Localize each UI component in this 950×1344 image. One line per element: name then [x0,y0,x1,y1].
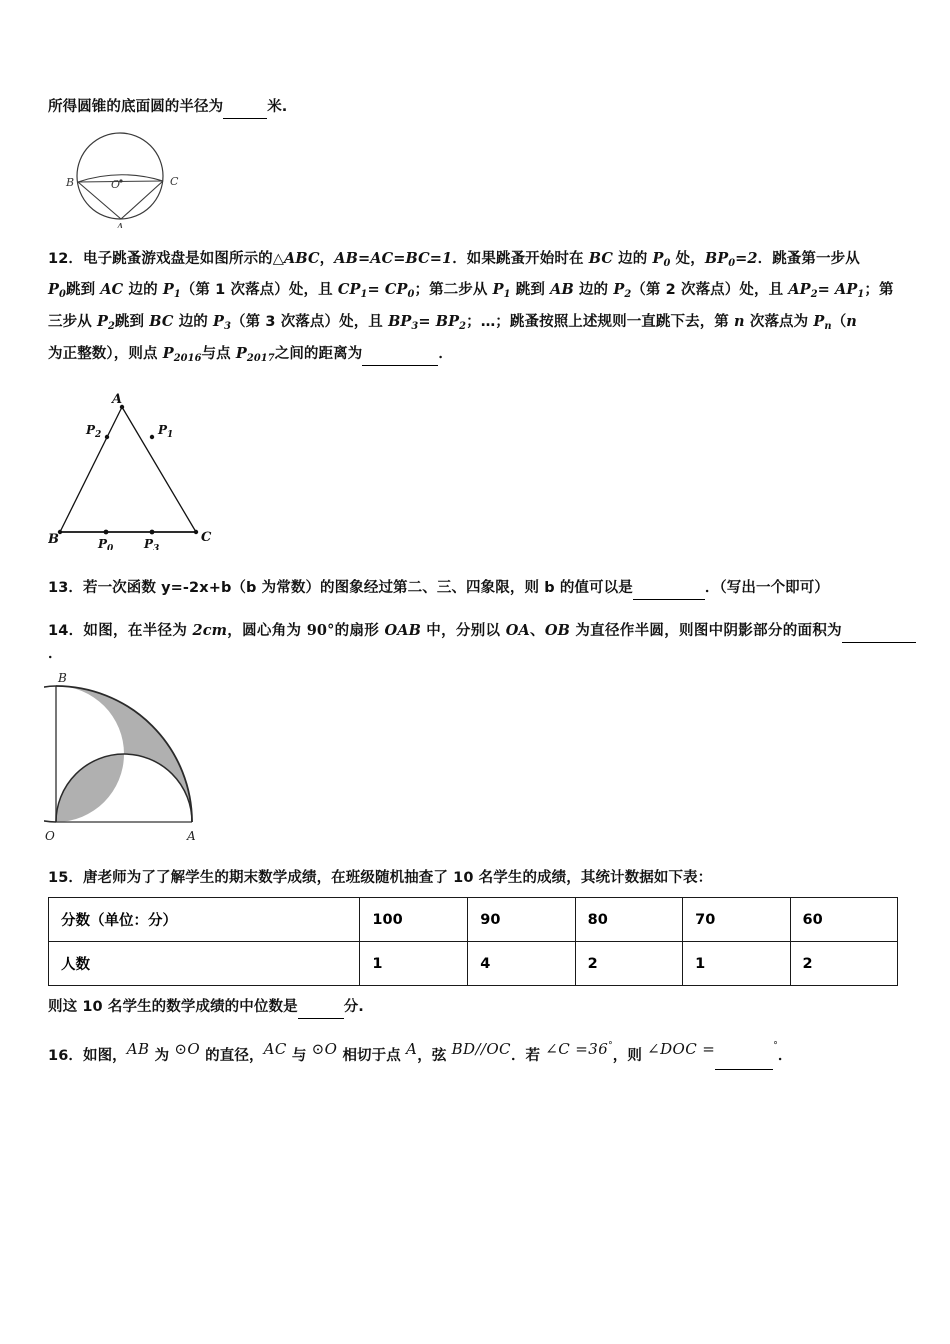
q12-l1-e: 处， [670,251,705,267]
table-row-counts [49,942,898,986]
q16-answer-blank[interactable] [715,1043,773,1070]
point-p2-dot [105,435,109,439]
semicircle-ob [44,686,56,822]
q14-number: 14． [48,623,84,639]
q14-text-f: 为直径作半圆，则图中阴影部分的面积为 [569,623,842,639]
q15-answer-blank[interactable] [298,996,344,1019]
q12-l2-c: （第 1 次落点）处，且 [180,282,338,298]
q16-bd-parallel-oc: BD//OC [451,1040,511,1058]
point-p1-dot [150,435,154,439]
vertex-c-dot [194,530,198,534]
row-header-count: 人数 [49,942,360,986]
q15-prompt: 唐老师为了了解学生的期末数学成绩，在班级随机抽查了 10 名学生的成绩，其统计数据如下表： [82,870,713,886]
q12-p2016: $P_{2016}$ [162,345,202,364]
q11-tail-text [48,96,548,119]
q14-text-b: ，圆心角为 [227,623,307,639]
q12-ap2: $AP_2$ [788,281,818,300]
q13-number: 13． [48,580,83,596]
score-cell-0: 100 [360,898,468,942]
q12-l2-h: ；第 [864,282,894,298]
q12-l2-e: 跳到 [510,282,551,298]
q12-l3-e: ；…；跳蚤按照上述规则一直跳下去，第 [466,314,735,330]
q16-circle-o-1: ⊙O [174,1040,201,1058]
q12-l2-b: 边的 [123,282,163,298]
q14-answer-blank-cont[interactable] [898,620,916,643]
count-cell-1: 4 [468,942,575,986]
q15-footer-text [48,996,648,1019]
label-o: O [111,178,121,191]
q16-text-b: 为 [149,1048,175,1064]
q13-text-b: ．（写出一个即可） [704,580,829,596]
q14-oab: OAB [384,622,421,639]
q16-degree-2: ° [773,1041,778,1051]
q15-text [48,867,916,889]
q12-l1-c: ．如果跳蚤开始时在 [452,251,589,267]
q11-text-before: 所得圆锥的底面圆的半径为 [48,99,224,115]
q16-ab: AB [126,1040,150,1058]
q14-text-g: ． [48,646,63,663]
point-p3-dot [150,530,155,535]
q15-number: 15． [48,870,83,886]
label-b: B [58,671,67,685]
q12-l2-p0: $P_0$ [48,281,66,300]
q12-l2-f: 边的 [573,282,614,298]
count-cell-0: 1 [360,942,468,986]
q16-number: 16． [48,1048,83,1064]
q16-text-h: ，则 [612,1048,648,1064]
circle-o [77,133,163,219]
q12-p2: $P_2$ [613,281,632,300]
q12-pn: $P_n$ [813,313,832,332]
q13-text [48,577,908,600]
q14-ob: OB [544,622,570,639]
q11-answer-blank[interactable] [223,96,267,119]
q16-ac: AC [263,1040,287,1058]
q12-bp2: $BP_2$ [435,313,467,332]
label-c: C [201,530,212,545]
q12-eq2: = [817,281,836,298]
q12-l1-a: 电子跳蚤游戏盘是如图所示的△ [82,251,285,267]
score-statistics-table [48,897,898,986]
q12-line-2 [48,279,908,301]
count-cell-3: 1 [683,942,790,986]
q12-p2017: $P_{2017}$ [235,345,275,364]
q16-angle-c: ∠C =36 [545,1040,609,1058]
q16-text-f: ，弦 [417,1048,452,1064]
q16-text [48,1042,916,1070]
figure-flea-triangle [48,390,248,550]
label-a: A [112,392,123,407]
q12-l2-g: （第 2 次落点）处，且 [631,282,789,298]
score-cell-3: 70 [683,898,790,942]
q16-degree-1: ° [608,1041,613,1051]
q12-side-eq: AB=AC=BC=1 [334,250,453,267]
row-header-score: 分数（单位：分） [49,898,360,942]
q12-l2-d: ；第二步从 [414,282,493,298]
q12-answer-blank[interactable] [362,343,438,366]
q12-l3-d: （第 3 次落点）处，且 [231,314,389,330]
score-cell-2: 80 [575,898,682,942]
q12-l2-a: 跳到 [65,282,101,298]
label-a: A [187,829,196,843]
q12-n: n [734,313,745,330]
q13-answer-blank[interactable] [633,577,705,600]
q12-ab-side: AB [550,281,574,298]
label-b: B [66,176,75,189]
q12-l3-g: （ [831,314,847,330]
count-cell-4: 2 [790,942,897,986]
q16-angle-doc: ∠DOC = [647,1040,716,1058]
score-cell-4: 60 [790,898,897,942]
q14-text [48,620,916,665]
label-p0: $P_0$ [98,537,114,550]
q14-angle: 90° [306,622,335,639]
q16-text-c: 的直径， [200,1048,264,1064]
q12-abc: ABC [284,250,320,267]
q12-l3-b: 跳到 [114,314,150,330]
figure-circle-inscribed-triangle [48,128,198,228]
q12-p1b: $P_1$ [492,281,511,300]
q12-bp0: $BP_0=2$ [704,250,758,269]
q12-cp1: $CP_1$ [337,281,368,300]
count-cell-2: 2 [575,942,682,986]
q12-line-1 [48,248,908,270]
q14-answer-blank[interactable] [842,620,898,643]
label-c: C [170,175,179,188]
label-a: A [116,221,124,228]
label-o: O [45,829,55,843]
q11-text-after: 米. [267,99,288,115]
q12-p3: $P_3$ [213,313,232,332]
figure-sector-semicircles [44,668,219,846]
q12-l4-d: ． [438,346,453,362]
q12-ac-side: AC [100,281,124,298]
q12-number: 12． [48,251,83,267]
q16-text-i: ． [777,1048,793,1064]
q12-l3-f: 次落点为 [744,314,814,330]
q12-p0: $P_0$ [652,250,671,269]
q14-radius: 2cm [192,622,228,639]
q16-point-a: A [406,1040,418,1058]
label-p3: $P_3$ [144,537,160,550]
q15-footer-a: 则这 10 名学生的数学成绩的中位数是 [48,999,298,1015]
q12-p1: $P_1$ [162,281,181,300]
q12-l3-bc: BC [149,313,174,330]
q16-text-d: 与 [286,1048,312,1064]
q12-bp3: $BP_3$ [388,313,419,332]
q12-l3-a: 三步从 [48,314,97,330]
q12-l3-c: 边的 [173,314,214,330]
label-p2: $P_2$ [86,423,102,440]
q12-line-4 [48,343,908,366]
label-b: B [48,532,59,547]
q12-n2: n [846,313,857,330]
q12-ap1: $AP_1$ [835,281,865,300]
q12-line-3 [48,311,908,333]
q12-l4-b: 与点 [201,346,236,362]
q16-circle-o-2: ⊙O [311,1040,338,1058]
q14-text-a: 如图，在半径为 [83,623,193,639]
q14-oa: OA [505,622,530,639]
q16-text-e: 相切于点 [337,1048,406,1064]
q16-text-g: ．若 [510,1048,546,1064]
q12-l3-p2: $P_2$ [96,313,115,332]
q16-text-a: 如图， [82,1048,127,1064]
q12-l4-c: 之间的距离为 [274,346,363,362]
q14-text-e: 、 [529,623,545,639]
q12-eq3: = [418,313,436,330]
q12-l1-d: 边的 [613,251,653,267]
q12-l1-b: ， [319,251,335,267]
q15-footer-b: 分. [343,999,364,1015]
score-cell-1: 90 [468,898,575,942]
q12-l1-f: ．跳蚤第一步从 [757,251,860,267]
q12-cp0: $CP_0$ [384,281,415,300]
label-p1: $P_1$ [158,423,174,440]
q14-text-d: 中，分别以 [420,623,506,639]
q12-eq1: = [367,281,385,298]
q13-text-a: 若一次函数 y=-2x+b（b 为常数）的图象经过第二、三、四象限，则 b 的值可以是 [82,580,633,596]
q14-text-c: 的扇形 [334,623,385,639]
q12-l4-a: 为正整数），则点 [48,346,163,362]
point-p0-dot [104,530,109,535]
q12-bc-side: BC [588,250,614,267]
table-row-scores [49,898,898,942]
